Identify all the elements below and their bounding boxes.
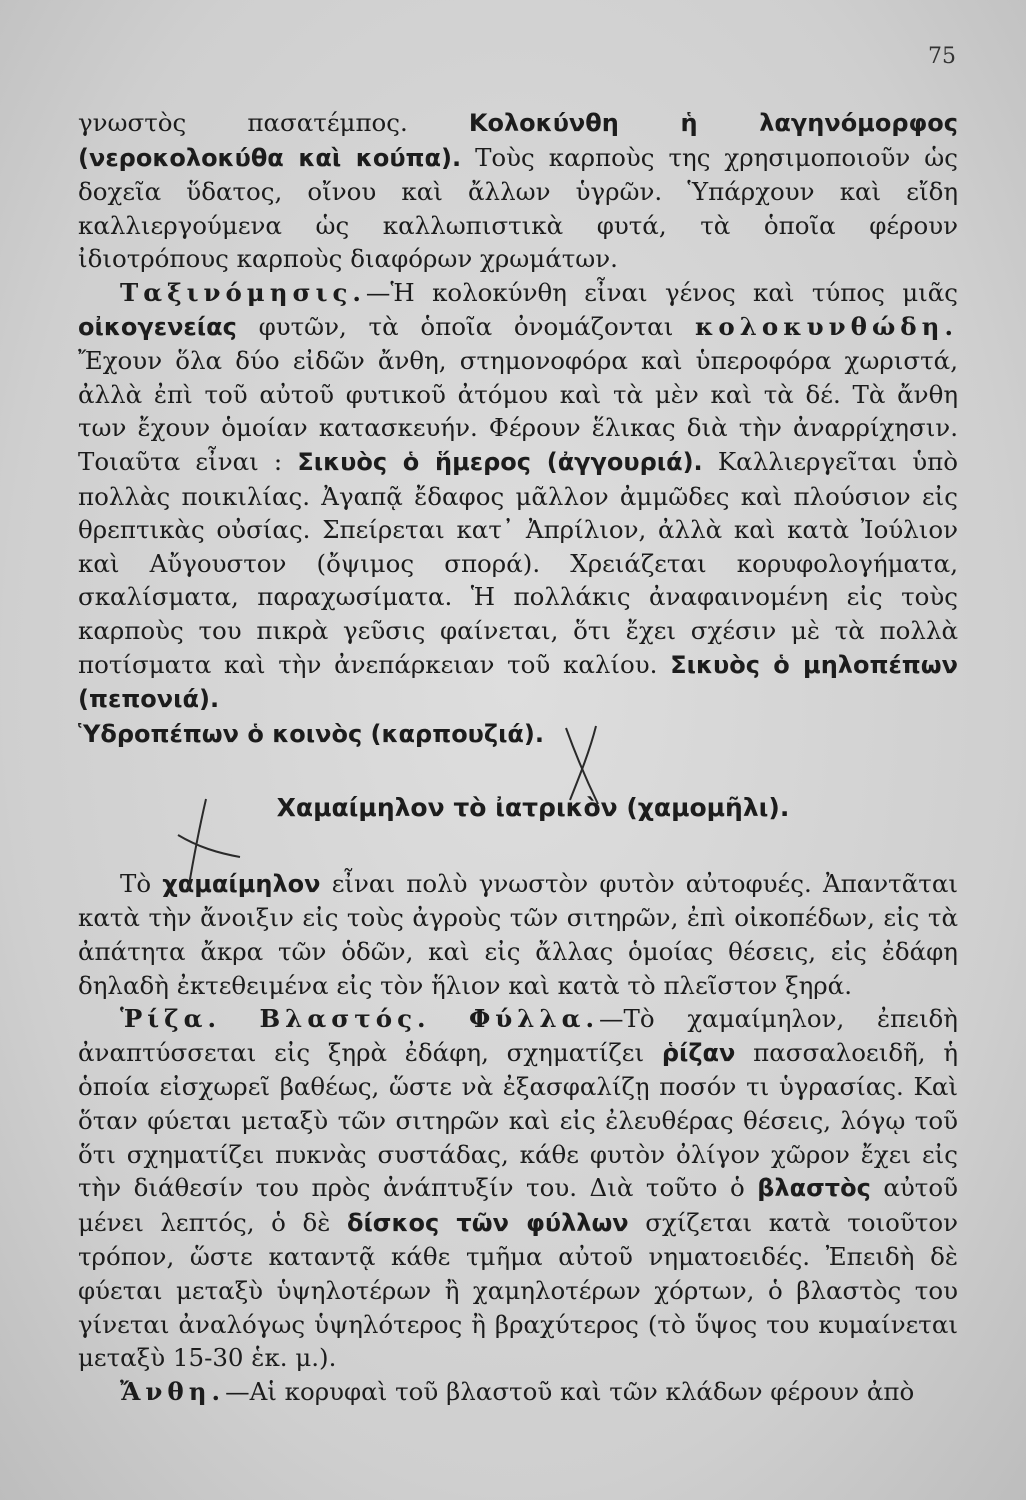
spaced-heading-riza: Ῥίζα. Βλαστός. Φύλλα. xyxy=(120,1004,600,1034)
paragraph-anthi xyxy=(78,1375,958,1409)
bold-term-kolokynthi: Κολοκύνθη ἡ λαγηνόμορφος (νεροκολοκύθα καὶ κούπα). xyxy=(78,109,958,172)
page-body xyxy=(78,106,958,1408)
text-run: Καλλιεργεῖται ὑπὸ πολλὰς ποικιλίας. Ἀγαπᾷ ἔδαφος μᾶλλον ἀμμῶδες καὶ πλούσιον εἰς θρεπτικὰς οὐσίας. Σπείρεται κατ᾽ Ἀπρίλιον, ἀλλὰ καὶ κατὰ Ἰούλιον καὶ Αὔγουστον (ὄψιμος σπορά). Χρειάζεται κορυφολογήματα, σκαλίσματα, παραχωσίματα. Ἡ πολλάκις ἀναφαινομένη εἰς τοὺς καρποὺς του πικρὰ γεῦσις φαίνεται, ὅτι ἔχει σχέσιν μὲ τὰ πολλὰ ποτίσματα καὶ τὴν ἀνεπάρκειαν τοῦ καλίου. xyxy=(78,446,959,679)
text-run: πασσαλοειδῆ, ἡ ὁποία εἰσχωρεῖ βαθέως, ὥστε νὰ ἐξασφαλίζῃ ποσόν τι ὑγρασίας. Καὶ ὅταν φύεται μεταξὺ τῶν σιτηρῶν καὶ εἰς ἐλευθέρας θέσεις, λόγῳ τοῦ ὅτι σχηματίζει πυκνὰς συστάδας, κάθε φυτὸν ὀλίγον χῶρον ἔχει εἰς τὴν διάθεσίν του πρὸς ἀνάπτυξίν του. Διὰ τοῦτο ὁ xyxy=(78,1037,958,1203)
paragraph-kolokynthi xyxy=(78,106,958,276)
paragraph-chamaimilon-intro xyxy=(78,867,958,1002)
spaced-term-kolokynthodi: κολοκυνθώδη. xyxy=(695,311,958,341)
page-number: 75 xyxy=(928,44,956,69)
paragraph-taxinomisis xyxy=(78,276,958,751)
bold-term-oikogeneias: οἰκογενείας xyxy=(78,312,237,341)
paragraph-riza-vlastos-fylla xyxy=(78,1002,958,1375)
bold-term-milopepon: Σικυὸς ὁ μηλοπέπων (πεπονιά). xyxy=(78,650,958,714)
text-run: εἶναι πολὺ γνωστὸν φυτὸν αὐτοφυές. Ἀπαντᾶται κατὰ τὴν ἄνοιξιν εἰς τοὺς ἀγροὺς τῶν σιτηρῶν, ἐπὶ οἰκοπέδων, εἰς τὰ ἀπάτητα ἄκρα τῶν ὁδῶν, καὶ εἰς ἄλλας ὁμοίας θέσεις, εἰς ἐδάφη δηλαδὴ ἐκτεθειμένα εἰς τὸν ἥλιον καὶ κατὰ τὸ πλεῖστον ξηρά. xyxy=(78,868,958,1000)
bold-term-sikyos-imeros: Σικυὸς ὁ ἥμερος (ἀγγουριά). xyxy=(297,447,703,476)
text-run: Ἔχουν ὅλα δύο εἰδῶν ἄνθη, στημονοφόρα καὶ ὑπεροφόρα χωριστά, ἀλλὰ ἐπὶ τοῦ αὐτοῦ φυτικοῦ ἀτόμου καὶ τὰ μὲν καὶ τὰ δέ. Τὰ ἄνθη των ἔχουν ὁμοίαν κατασκευήν. Φέρουν ἕλικας διὰ τὴν ἀναρρίχησιν. Τοιαῦτα εἶναι : xyxy=(78,346,958,476)
bold-term-rizan: ῥίζαν xyxy=(661,1038,736,1067)
text-run: αὐτοῦ μένει λεπτός, ὁ δὲ xyxy=(78,1173,958,1237)
text-run: —Αἱ κορυφαὶ τοῦ βλαστοῦ καὶ τῶν κλάδων φέρουν ἀπὸ xyxy=(225,1376,915,1406)
text-run: γνωστὸς πασατέμπος. xyxy=(78,108,469,137)
text-run: Τὸ xyxy=(120,868,163,898)
section-heading-chamaimilon: Χαμαίμηλον τὸ ἰατρικὸν (χαμομῆλι). xyxy=(276,793,790,823)
text-run: —Ἡ κολοκύνθη εἶναι γένος καὶ τύπος μιᾶς xyxy=(365,277,958,307)
spaced-heading-taxinomisis: Ταξινόμησις. xyxy=(120,277,366,307)
text-run: Τοὺς καρποὺς της χρησιμοποιοῦν ὡς δοχεῖα ὕδατος, οἴνου καὶ ἄλλων ὑγρῶν. Ὑπάρχουν καὶ εἴδη καλλιεργούμενα ὡς καλλωπιστικὰ φυτά, τὰ ὁποῖα φέρουν ἰδιοτρόπους καρποὺς διαφόρων χρωμάτων. xyxy=(78,142,958,274)
bold-term-vlastos: βλαστὸς xyxy=(757,1174,871,1203)
text-run: —Τὸ χαμαίμηλον, ἐπειδὴ ἀναπτύσσεται εἰς ξηρὰ ἐδάφη, σχηματίζει xyxy=(78,1004,958,1067)
bold-term-ydropepon: Ὑδροπέπων ὁ κοινὸς (καρπουζιά). xyxy=(78,719,544,748)
spaced-heading-anthi: Ἄνθη. xyxy=(120,1376,226,1406)
text-run: φυτῶν, τὰ ὁποῖα ὀνομάζονται xyxy=(236,311,696,341)
bold-term-chamaimilon: χαμαίμηλον xyxy=(162,869,321,898)
text-run: σχίζεται κατὰ τοιοῦτον τρόπον, ὥστε καταντᾷ κάθε τμῆμα αὐτοῦ νηματοειδές. Ἐπειδὴ δὲ φύεται μεταξὺ ὑψηλοτέρων ἢ χαμηλοτέρων χόρτων, ὁ βλαστὸς του γίνεται ἀναλόγως ὑψηλότερος ἢ βραχύτερος (τὸ ὕψος του κυμαίνεται μεταξὺ 15-30 ἑκ. μ.). xyxy=(78,1207,958,1373)
bold-term-diskos-fyllon: δίσκος τῶν φύλλων xyxy=(346,1208,629,1237)
